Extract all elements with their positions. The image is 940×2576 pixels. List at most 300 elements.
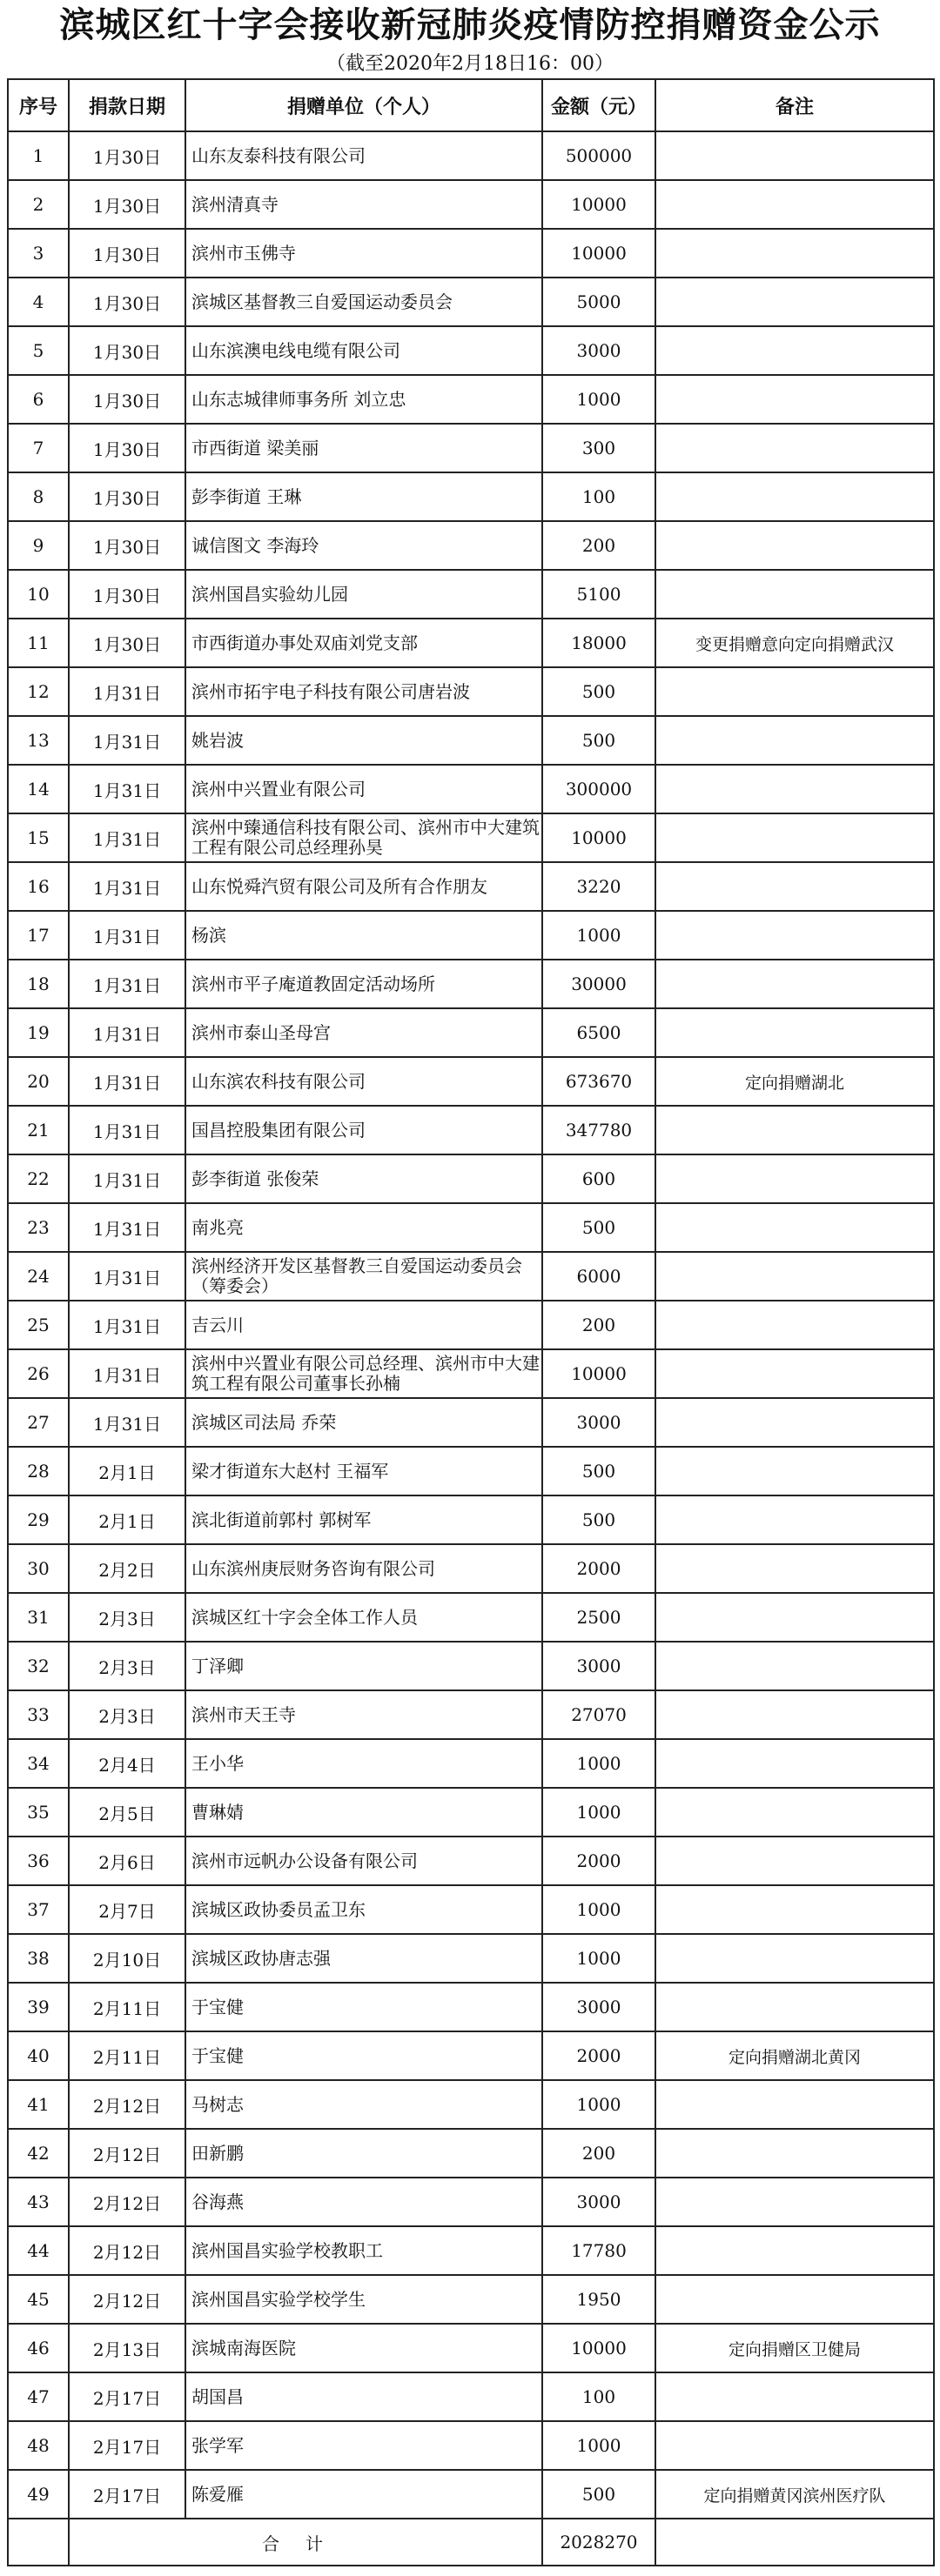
row-donor: 滨州市拓宇电子科技有限公司唐岩波 xyxy=(185,667,542,716)
row-donor: 滨州市天王寺 xyxy=(185,1690,542,1739)
row-amount: 500 xyxy=(542,667,655,716)
total-label: 合计 xyxy=(69,2519,542,2566)
row-amount: 1000 xyxy=(542,1739,655,1788)
row-index: 13 xyxy=(8,716,69,765)
row-note xyxy=(655,1690,934,1739)
row-donor: 山东友泰科技有限公司 xyxy=(185,131,542,180)
row-amount: 1950 xyxy=(542,2275,655,2324)
row-date: 1月31日 xyxy=(69,862,185,911)
row-amount: 1000 xyxy=(542,375,655,424)
table-row xyxy=(8,1301,934,1349)
row-donor: 滨北街道前郭村 郭树军 xyxy=(185,1495,542,1544)
row-index: 35 xyxy=(8,1788,69,1837)
row-note xyxy=(655,1349,934,1398)
table-row xyxy=(8,472,934,521)
row-index: 28 xyxy=(8,1447,69,1495)
row-donor: 王小华 xyxy=(185,1739,542,1788)
row-donor: 胡国昌 xyxy=(185,2372,542,2421)
row-amount: 100 xyxy=(542,472,655,521)
row-note xyxy=(655,1252,934,1301)
row-date: 1月30日 xyxy=(69,375,185,424)
row-amount: 1000 xyxy=(542,1788,655,1837)
row-donor: 杨滨 xyxy=(185,911,542,960)
row-index: 3 xyxy=(8,229,69,278)
row-date: 1月30日 xyxy=(69,521,185,570)
row-date: 1月30日 xyxy=(69,180,185,229)
row-index: 2 xyxy=(8,180,69,229)
row-amount: 17780 xyxy=(542,2226,655,2275)
row-index: 39 xyxy=(8,1983,69,2031)
table-row xyxy=(8,521,934,570)
table-row xyxy=(8,813,934,862)
row-donor: 诚信图文 李海玲 xyxy=(185,521,542,570)
row-index: 40 xyxy=(8,2031,69,2080)
row-amount: 500 xyxy=(542,1203,655,1252)
row-amount: 1000 xyxy=(542,2080,655,2129)
table-row xyxy=(8,1495,934,1544)
table-row xyxy=(8,1544,934,1593)
row-donor: 于宝健 xyxy=(185,1983,542,2031)
row-donor: 滨州市玉佛寺 xyxy=(185,229,542,278)
row-donor: 吉云川 xyxy=(185,1301,542,1349)
row-note xyxy=(655,2226,934,2275)
table-row xyxy=(8,1106,934,1154)
row-note xyxy=(655,2372,934,2421)
row-amount: 10000 xyxy=(542,813,655,862)
row-note xyxy=(655,1495,934,1544)
row-note xyxy=(655,1447,934,1495)
row-note xyxy=(655,131,934,180)
row-amount: 3220 xyxy=(542,862,655,911)
row-amount: 10000 xyxy=(542,229,655,278)
row-donor: 滨州国昌实验幼儿园 xyxy=(185,570,542,619)
row-index: 47 xyxy=(8,2372,69,2421)
row-amount: 200 xyxy=(542,521,655,570)
row-amount: 1000 xyxy=(542,911,655,960)
row-index: 15 xyxy=(8,813,69,862)
row-index: 31 xyxy=(8,1593,69,1642)
table-row xyxy=(8,1057,934,1106)
row-index: 26 xyxy=(8,1349,69,1398)
row-date: 1月31日 xyxy=(69,1154,185,1203)
table-row xyxy=(8,229,934,278)
row-date: 1月31日 xyxy=(69,716,185,765)
row-note xyxy=(655,911,934,960)
row-date: 1月31日 xyxy=(69,1203,185,1252)
table-row xyxy=(8,1788,934,1837)
row-donor: 谷海燕 xyxy=(185,2178,542,2226)
row-index: 32 xyxy=(8,1642,69,1690)
table-row xyxy=(8,1885,934,1934)
row-index: 6 xyxy=(8,375,69,424)
row-amount: 2500 xyxy=(542,1593,655,1642)
row-note xyxy=(655,1154,934,1203)
row-amount: 2000 xyxy=(542,1837,655,1885)
row-amount: 1000 xyxy=(542,2421,655,2470)
row-note xyxy=(655,2275,934,2324)
row-note: 定向捐赠黄冈滨州医疗队 xyxy=(655,2470,934,2519)
table-row xyxy=(8,570,934,619)
row-date: 2月12日 xyxy=(69,2226,185,2275)
row-note xyxy=(655,1739,934,1788)
row-index: 34 xyxy=(8,1739,69,1788)
row-amount: 3000 xyxy=(542,326,655,375)
row-note xyxy=(655,1885,934,1934)
row-index: 7 xyxy=(8,424,69,472)
row-donor: 姚岩波 xyxy=(185,716,542,765)
total-blank-cell xyxy=(8,2519,69,2566)
table-row xyxy=(8,1983,934,2031)
row-amount: 2000 xyxy=(542,2031,655,2080)
row-amount: 673670 xyxy=(542,1057,655,1106)
table-header-row xyxy=(8,79,934,131)
row-donor: 曹琳婧 xyxy=(185,1788,542,1837)
table-row xyxy=(8,2372,934,2421)
row-note xyxy=(655,813,934,862)
row-date: 1月30日 xyxy=(69,326,185,375)
row-index: 22 xyxy=(8,1154,69,1203)
row-donor: 梁才街道东大赵村 王福军 xyxy=(185,1447,542,1495)
row-index: 4 xyxy=(8,278,69,326)
row-index: 33 xyxy=(8,1690,69,1739)
row-date: 2月1日 xyxy=(69,1447,185,1495)
row-amount: 6000 xyxy=(542,1252,655,1301)
row-date: 1月31日 xyxy=(69,1349,185,1398)
row-donor: 丁泽卿 xyxy=(185,1642,542,1690)
table-row xyxy=(8,1739,934,1788)
row-note xyxy=(655,1788,934,1837)
row-index: 29 xyxy=(8,1495,69,1544)
table-row xyxy=(8,2080,934,2129)
row-note xyxy=(655,1203,934,1252)
row-date: 1月31日 xyxy=(69,1057,185,1106)
row-date: 2月6日 xyxy=(69,1837,185,1885)
row-note: 定向捐赠湖北 xyxy=(655,1057,934,1106)
row-index: 19 xyxy=(8,1008,69,1057)
row-donor: 于宝健 xyxy=(185,2031,542,2080)
row-note xyxy=(655,472,934,521)
row-note xyxy=(655,424,934,472)
row-donor: 滨州市泰山圣母宫 xyxy=(185,1008,542,1057)
row-donor: 田新鹏 xyxy=(185,2129,542,2178)
row-note xyxy=(655,521,934,570)
row-note xyxy=(655,1106,934,1154)
table-row xyxy=(8,424,934,472)
row-index: 43 xyxy=(8,2178,69,2226)
table-row xyxy=(8,716,934,765)
row-date: 2月17日 xyxy=(69,2421,185,2470)
row-donor: 市西街道 梁美丽 xyxy=(185,424,542,472)
row-amount: 500 xyxy=(542,1495,655,1544)
table-row xyxy=(8,2226,934,2275)
row-date: 1月31日 xyxy=(69,667,185,716)
table-row xyxy=(8,2129,934,2178)
row-date: 1月30日 xyxy=(69,619,185,667)
table-row xyxy=(8,1252,934,1301)
row-amount: 6500 xyxy=(542,1008,655,1057)
row-donor: 马树志 xyxy=(185,2080,542,2129)
row-note xyxy=(655,278,934,326)
donation-table xyxy=(7,78,935,2566)
row-date: 1月31日 xyxy=(69,911,185,960)
row-amount: 30000 xyxy=(542,960,655,1008)
row-note: 定向捐赠湖北黄冈 xyxy=(655,2031,934,2080)
row-amount: 500000 xyxy=(542,131,655,180)
table-row xyxy=(8,2031,934,2080)
row-amount: 1000 xyxy=(542,1885,655,1934)
total-row xyxy=(8,2519,934,2566)
row-index: 9 xyxy=(8,521,69,570)
row-amount: 500 xyxy=(542,716,655,765)
row-index: 45 xyxy=(8,2275,69,2324)
row-amount: 27070 xyxy=(542,1690,655,1739)
row-donor: 陈爱雁 xyxy=(185,2470,542,2519)
row-donor: 滨城区红十字会全体工作人员 xyxy=(185,1593,542,1642)
row-amount: 3000 xyxy=(542,1983,655,2031)
table-row xyxy=(8,1934,934,1983)
row-index: 5 xyxy=(8,326,69,375)
table-row xyxy=(8,667,934,716)
table-row xyxy=(8,2275,934,2324)
header-note: 备注 xyxy=(655,79,934,131)
table-row xyxy=(8,911,934,960)
row-date: 1月30日 xyxy=(69,570,185,619)
row-donor: 滨州中兴置业有限公司总经理、滨州市中大建筑工程有限公司董事长孙楠 xyxy=(185,1349,542,1398)
row-note xyxy=(655,1642,934,1690)
row-donor: 山东滨州庚辰财务咨询有限公司 xyxy=(185,1544,542,1593)
row-amount: 1000 xyxy=(542,1934,655,1983)
row-date: 2月12日 xyxy=(69,2178,185,2226)
row-date: 1月30日 xyxy=(69,472,185,521)
row-note xyxy=(655,570,934,619)
table-row xyxy=(8,326,934,375)
row-donor: 滨州国昌实验学校学生 xyxy=(185,2275,542,2324)
table-row xyxy=(8,1447,934,1495)
row-note xyxy=(655,1837,934,1885)
row-index: 44 xyxy=(8,2226,69,2275)
row-amount: 100 xyxy=(542,2372,655,2421)
row-amount: 5000 xyxy=(542,278,655,326)
row-date: 2月13日 xyxy=(69,2324,185,2372)
row-date: 1月31日 xyxy=(69,960,185,1008)
row-date: 2月12日 xyxy=(69,2275,185,2324)
row-date: 1月31日 xyxy=(69,765,185,813)
table-row xyxy=(8,1593,934,1642)
row-note xyxy=(655,1008,934,1057)
row-amount: 300000 xyxy=(542,765,655,813)
row-date: 2月3日 xyxy=(69,1690,185,1739)
row-note: 变更捐赠意向定向捐赠武汉 xyxy=(655,619,934,667)
row-date: 1月31日 xyxy=(69,1008,185,1057)
row-note xyxy=(655,1301,934,1349)
row-note xyxy=(655,765,934,813)
row-donor: 市西街道办事处双庙刘党支部 xyxy=(185,619,542,667)
row-donor: 南兆亮 xyxy=(185,1203,542,1252)
row-index: 27 xyxy=(8,1398,69,1447)
row-amount: 5100 xyxy=(542,570,655,619)
row-amount: 10000 xyxy=(542,2324,655,2372)
table-row xyxy=(8,1398,934,1447)
row-donor: 滨城区基督教三自爱国运动委员会 xyxy=(185,278,542,326)
row-index: 41 xyxy=(8,2080,69,2129)
row-index: 10 xyxy=(8,570,69,619)
row-date: 2月4日 xyxy=(69,1739,185,1788)
row-date: 2月17日 xyxy=(69,2470,185,2519)
row-date: 2月3日 xyxy=(69,1642,185,1690)
table-row xyxy=(8,1008,934,1057)
row-index: 17 xyxy=(8,911,69,960)
row-index: 14 xyxy=(8,765,69,813)
row-index: 8 xyxy=(8,472,69,521)
table-row xyxy=(8,180,934,229)
row-note xyxy=(655,2178,934,2226)
row-note xyxy=(655,667,934,716)
row-date: 2月3日 xyxy=(69,1593,185,1642)
row-donor: 彭李街道 张俊荣 xyxy=(185,1154,542,1203)
row-date: 2月5日 xyxy=(69,1788,185,1837)
row-donor: 滨城区政协委员孟卫东 xyxy=(185,1885,542,1934)
row-index: 30 xyxy=(8,1544,69,1593)
row-amount: 500 xyxy=(542,2470,655,2519)
row-date: 1月31日 xyxy=(69,813,185,862)
row-amount: 200 xyxy=(542,2129,655,2178)
document-title: 滨城区红十字会接收新冠肺炎疫情防控捐赠资金公示 xyxy=(59,4,881,45)
row-index: 48 xyxy=(8,2421,69,2470)
total-amount: 2028270 xyxy=(542,2519,655,2566)
table-row xyxy=(8,375,934,424)
row-index: 36 xyxy=(8,1837,69,1885)
row-note xyxy=(655,960,934,1008)
row-note xyxy=(655,2129,934,2178)
row-index: 16 xyxy=(8,862,69,911)
table-row xyxy=(8,765,934,813)
header-donor: 捐赠单位（个人） xyxy=(185,79,542,131)
table-row xyxy=(8,1642,934,1690)
row-note xyxy=(655,862,934,911)
row-date: 1月31日 xyxy=(69,1398,185,1447)
table-row xyxy=(8,2470,934,2519)
row-date: 2月12日 xyxy=(69,2129,185,2178)
row-amount: 300 xyxy=(542,424,655,472)
table-row xyxy=(8,1349,934,1398)
row-date: 1月30日 xyxy=(69,278,185,326)
row-amount: 2000 xyxy=(542,1544,655,1593)
row-amount: 3000 xyxy=(542,1642,655,1690)
row-date: 2月7日 xyxy=(69,1885,185,1934)
row-note xyxy=(655,229,934,278)
table-row xyxy=(8,131,934,180)
table-row xyxy=(8,2178,934,2226)
row-note xyxy=(655,1398,934,1447)
row-donor: 山东滨农科技有限公司 xyxy=(185,1057,542,1106)
row-index: 23 xyxy=(8,1203,69,1252)
row-note xyxy=(655,1593,934,1642)
table-row xyxy=(8,619,934,667)
row-index: 18 xyxy=(8,960,69,1008)
row-index: 25 xyxy=(8,1301,69,1349)
document-subtitle: （截至2020年2月18日16：00） xyxy=(326,53,614,75)
header-index: 序号 xyxy=(8,79,69,131)
row-index: 1 xyxy=(8,131,69,180)
row-index: 49 xyxy=(8,2470,69,2519)
row-date: 2月11日 xyxy=(69,1983,185,2031)
table-row xyxy=(8,1690,934,1739)
row-donor: 滨州经济开发区基督教三自爱国运动委员会（筹委会） xyxy=(185,1252,542,1301)
row-date: 1月31日 xyxy=(69,1252,185,1301)
row-date: 2月11日 xyxy=(69,2031,185,2080)
row-donor: 山东悦舜汽贸有限公司及所有合作朋友 xyxy=(185,862,542,911)
row-amount: 600 xyxy=(542,1154,655,1203)
row-date: 2月2日 xyxy=(69,1544,185,1593)
row-index: 12 xyxy=(8,667,69,716)
row-donor: 滨城区司法局 乔荣 xyxy=(185,1398,542,1447)
table-row xyxy=(8,2421,934,2470)
row-index: 37 xyxy=(8,1885,69,1934)
row-amount: 18000 xyxy=(542,619,655,667)
row-note xyxy=(655,375,934,424)
row-date: 1月30日 xyxy=(69,424,185,472)
row-index: 42 xyxy=(8,2129,69,2178)
row-amount: 500 xyxy=(542,1447,655,1495)
row-amount: 3000 xyxy=(542,2178,655,2226)
row-date: 1月30日 xyxy=(69,131,185,180)
row-amount: 347780 xyxy=(542,1106,655,1154)
row-amount: 200 xyxy=(542,1301,655,1349)
table-row xyxy=(8,1203,934,1252)
row-index: 20 xyxy=(8,1057,69,1106)
table-row xyxy=(8,960,934,1008)
row-note xyxy=(655,1983,934,2031)
row-donor: 滨城区政协唐志强 xyxy=(185,1934,542,1983)
row-note xyxy=(655,1544,934,1593)
row-date: 2月12日 xyxy=(69,2080,185,2129)
row-amount: 3000 xyxy=(542,1398,655,1447)
row-date: 1月30日 xyxy=(69,229,185,278)
table-row xyxy=(8,2324,934,2372)
row-amount: 10000 xyxy=(542,1349,655,1398)
row-date: 1月31日 xyxy=(69,1106,185,1154)
row-index: 21 xyxy=(8,1106,69,1154)
row-date: 1月31日 xyxy=(69,1301,185,1349)
row-donor: 张学军 xyxy=(185,2421,542,2470)
row-donor: 滨州中臻通信科技有限公司、滨州市中大建筑工程有限公司总经理孙昊 xyxy=(185,813,542,862)
row-date: 2月17日 xyxy=(69,2372,185,2421)
row-date: 2月1日 xyxy=(69,1495,185,1544)
header-date: 捐款日期 xyxy=(69,79,185,131)
row-index: 24 xyxy=(8,1252,69,1301)
header-amount: 金额（元） xyxy=(542,79,655,131)
total-note-cell xyxy=(655,2519,934,2566)
row-note xyxy=(655,1934,934,1983)
row-donor: 山东滨澳电线电缆有限公司 xyxy=(185,326,542,375)
row-note xyxy=(655,2080,934,2129)
table-row xyxy=(8,1154,934,1203)
row-amount: 10000 xyxy=(542,180,655,229)
row-note: 定向捐赠区卫健局 xyxy=(655,2324,934,2372)
row-index: 11 xyxy=(8,619,69,667)
row-note xyxy=(655,326,934,375)
table-row xyxy=(8,278,934,326)
row-note xyxy=(655,2421,934,2470)
row-donor: 国昌控股集团有限公司 xyxy=(185,1106,542,1154)
row-index: 38 xyxy=(8,1934,69,1983)
row-donor: 滨城南海医院 xyxy=(185,2324,542,2372)
row-donor: 滨州国昌实验学校教职工 xyxy=(185,2226,542,2275)
table-row xyxy=(8,862,934,911)
row-donor: 滨州清真寺 xyxy=(185,180,542,229)
row-date: 2月10日 xyxy=(69,1934,185,1983)
row-donor: 滨州市平子庵道教固定活动场所 xyxy=(185,960,542,1008)
